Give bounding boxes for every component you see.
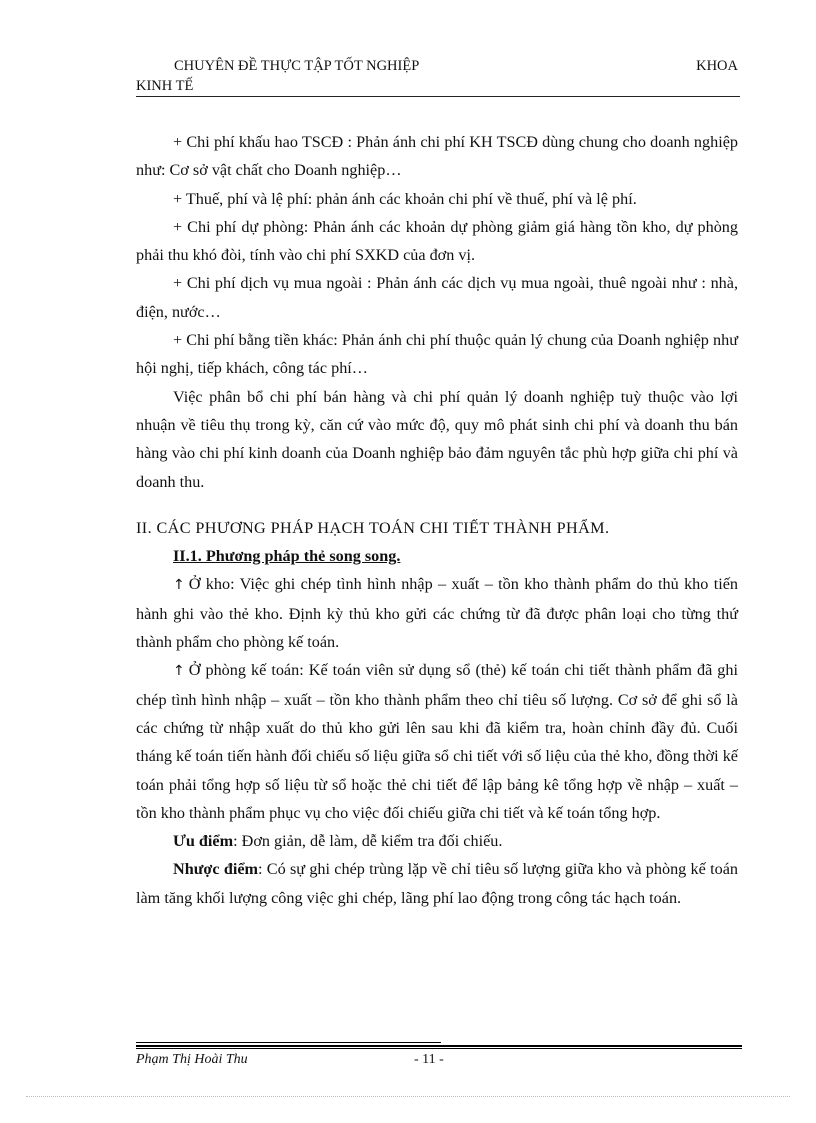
disadvantages-text: : Có sự ghi chép trùng lặp về chỉ tiêu số lượng giữa kho và phòng kế toán làm tăng khối lượng công việc ghi chép, lãng phí lao động trong công tác hạch toán. xyxy=(136,860,738,907)
paragraph-other-cash-expenses: + Chi phí bằng tiền khác: Phản ánh chi phí thuộc quản lý chung của Doanh nghiệp như hội nghị, tiếp khách, công tác phí… xyxy=(136,331,738,378)
paragraph-allocation: Việc phân bổ chi phí bán hàng và chi phí quản lý doanh nghiệp tuỳ thuộc vào lợi nhuận về tiêu thụ trong kỳ, căn cứ vào mức độ, quy mô phát sinh chi phí và doanh thu bán hàng vào chi phí kinh doanh của Doanh nghiệp bảo đảm nguyên tắc phù hợp giữa chi phí và doanh thu. xyxy=(136,387,738,491)
paragraph-accounting-office-text: Ở phòng kế toán: Kế toán viên sử dụng sổ (thẻ) kế toán chi tiết thành phẩm đã ghi chép tình hình nhập – xuất – tồn kho thành phẩm theo chỉ tiêu số lượng. Cơ sở để ghi sổ là các chứng từ nhập xuất do thủ kho gửi lên sau khi đã kiểm tra, hoàn chỉnh đầy đủ. Cuối tháng kế toán tiến hành đối chiếu số liệu giữa sổ chi tiết với số liệu của thẻ kho, đồng thời kế toán phải tổng hợp số liệu từ sổ hoặc thẻ chi tiết để lập bảng kê tổng hợp về nhập – xuất – tồn kho thành phẩm phục vụ cho việc đối chiếu giữa chi tiết và kế toán tổng hợp. xyxy=(136,661,738,822)
paragraph-advantages xyxy=(136,827,738,855)
header-dept-right: KHOA xyxy=(696,58,738,74)
subheading: II.1. Phương pháp thẻ song song. xyxy=(173,547,401,566)
page-footer xyxy=(136,1042,742,1072)
header-title: CHUYÊN ĐỀ THỰC TẬP TỐT NGHIỆP xyxy=(174,58,420,74)
footer-rule-thin-second xyxy=(136,1048,742,1049)
document-body xyxy=(136,128,738,912)
paragraph-warehouse xyxy=(136,570,738,656)
paragraph-taxes: + Thuế, phí và lệ phí: phản ánh các khoản chi phí về thuế, phí và lệ phí. xyxy=(173,189,637,208)
arrow-up-icon: ↑ xyxy=(173,663,185,680)
paragraph-provision: + Chi phí dự phòng: Phản ánh các khoản dự phòng giảm giá hàng tồn kho, dự phòng phải thu khó đòi, tính vào chi phí SXKD của đơn vị. xyxy=(136,217,738,265)
page-edge-dotted-line xyxy=(26,1096,790,1097)
paragraph-depreciation: + Chi phí khấu hao TSCĐ : Phản ánh chi phí KH TSCĐ dùng chung cho doanh nghiệp như: Cơ sở vật chất cho Doanh nghiệp… xyxy=(136,133,738,180)
paragraph-disadvantages xyxy=(136,855,738,912)
footer-rule-thin xyxy=(136,1042,441,1043)
arrow-up-icon: ↑ xyxy=(173,577,185,594)
advantages-label: Ưu điểm xyxy=(173,832,234,851)
header-dept-left: KINH TẾ xyxy=(136,78,194,94)
disadvantages-label: Nhược điểm xyxy=(173,860,259,879)
header-rule xyxy=(136,96,740,97)
page-number: - 11 - xyxy=(414,1052,444,1067)
paragraph-accounting-office xyxy=(136,656,738,827)
footer-rule-thick xyxy=(136,1045,742,1047)
footer-author: Phạm Thị Hoài Thu xyxy=(136,1052,248,1067)
section-heading: II. CÁC PHƯƠNG PHÁP HẠCH TOÁN CHI TIẾT THÀNH PHẨM. xyxy=(136,518,610,537)
advantages-text: : Đơn giản, dễ làm, dễ kiểm tra đối chiếu. xyxy=(233,832,503,851)
paragraph-outsourced-services: + Chi phí dịch vụ mua ngoài : Phản ánh các dịch vụ mua ngoài, thuê ngoài như : nhà, điện, nước… xyxy=(136,274,738,321)
paragraph-warehouse-text: Ở kho: Việc ghi chép tình hình nhập – xuất – tồn kho thành phẩm do thủ kho tiến hành ghi vào thẻ kho. Định kỳ thủ kho gửi các chứng từ đã được phân loại cho từng thứ thành phẩm cho phòng kế toán. xyxy=(136,575,738,652)
page-header xyxy=(136,56,738,96)
